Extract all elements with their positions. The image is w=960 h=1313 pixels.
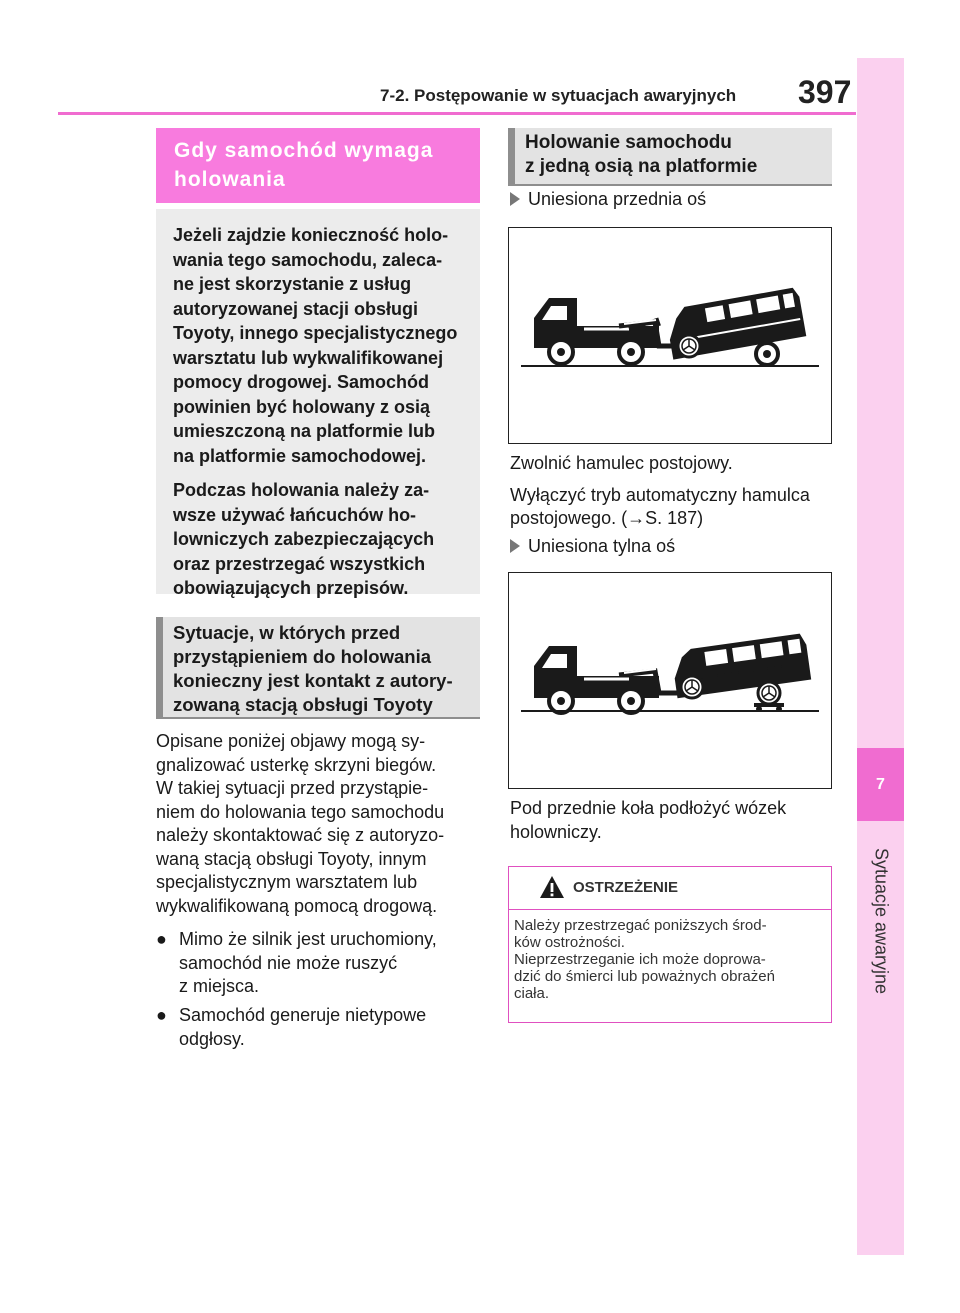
- text-line: oraz przestrzegać wszystkich: [173, 553, 426, 574]
- bullet-dot-icon: ●: [156, 1005, 167, 1025]
- text-line: Należy przestrzegać poniższych środ-: [514, 917, 767, 934]
- warning-header: [509, 867, 831, 910]
- text-line: W takiej sytuacji przed przystąpie-: [156, 778, 429, 798]
- text-line: wsze używać łańcuchów ho-: [173, 504, 417, 525]
- text-line: Opisane poniżej objawy mogą sy-: [156, 731, 426, 751]
- list-item-text: Mimo że silnik jest uruchomiony, samochód nie może ruszyć z miejsca.: [179, 929, 437, 996]
- intro-paragraph-1: [173, 223, 470, 468]
- chapter-number-tab[interactable]: 7: [857, 748, 904, 821]
- text-line: należy skontaktować się z autoryzo-: [156, 825, 445, 845]
- text-line: obowiązujących przepisów.: [173, 578, 409, 598]
- tow-truck-rear-illustration: [509, 573, 831, 788]
- page-number: 397: [798, 74, 852, 110]
- tow-truck-front-illustration: [509, 228, 831, 443]
- text-line: warsztatu lub wykwalifikowanej: [173, 347, 444, 368]
- figure-front-axle-raised: [508, 227, 832, 444]
- text-line: dzić do śmierci lub poważnych obrażeń: [514, 968, 775, 985]
- subsection-heading-line: przystąpieniem do holowania: [173, 646, 432, 667]
- text-line: Wyłączyć tryb automatyczny hamulca: [510, 484, 810, 505]
- item-rear-axle-raised: [510, 535, 675, 559]
- text-line: ków ostrożności.: [514, 934, 625, 951]
- item-label: Uniesiona przednia oś: [528, 189, 707, 209]
- text-line: Nieprzestrzeganie ich może doprowa-: [514, 951, 766, 968]
- item-label: Uniesiona tylna oś: [528, 536, 676, 556]
- chapter-title: Sytuacje awaryjne: [871, 847, 891, 995]
- text-line: gnalizować usterkę skrzyni biegów.: [156, 754, 437, 775]
- subsection-heading-line: Sytuacje, w których przed: [173, 622, 401, 643]
- warning-box: [508, 866, 832, 1023]
- text-line: Pod przednie koła podłożyć wózek: [510, 798, 787, 818]
- text-line: na platformie samochodowej.: [173, 445, 427, 466]
- section-heading-line: holowania: [174, 168, 286, 191]
- text-line: ciała.: [514, 985, 550, 1002]
- header-rule: [58, 112, 856, 115]
- text-line: pomocy drogowej. Samochód: [173, 372, 430, 392]
- text-line: specjalistycznym warsztatem lub: [156, 872, 418, 892]
- section-heading-one-axle: [508, 128, 832, 186]
- warning-triangle-icon: [539, 875, 565, 899]
- section-heading-line: Holowanie samochodu: [525, 132, 732, 153]
- text-line: waną stacją obsługi Toyoty, innym: [156, 848, 427, 869]
- text-line: Jeżeli zajdzie konieczność holo-: [173, 225, 449, 245]
- text-line: wania tego samochodu, zaleca-: [173, 249, 443, 270]
- list-item-text: Samochód generuje nietypowe odgłosy.: [179, 1005, 427, 1049]
- list-item: [156, 1004, 480, 1052]
- subsection-heading-line: konieczny jest kontakt z autory-: [173, 670, 453, 691]
- warning-title: OSTRZEŻENIE: [573, 879, 679, 896]
- text-line: autoryzowanej stacji obsługi: [173, 298, 419, 319]
- symptoms-paragraph: [156, 730, 480, 918]
- arrow-marker-icon: [510, 192, 520, 206]
- figure-rear-axle-raised: [508, 572, 832, 789]
- text-line: niem do holowania tego samochodu: [156, 801, 445, 822]
- text-line: Toyoty, innego specjalistycznego: [173, 323, 458, 343]
- section-heading-line: Gdy samochód wymaga: [174, 139, 434, 162]
- reference-arrow-icon: →: [627, 508, 646, 528]
- intro-box: [156, 209, 480, 598]
- text-line: wykwalifikowaną pomocą drogową.: [156, 895, 438, 916]
- instructions-front: [510, 452, 840, 531]
- bullet-dot-icon: ●: [156, 929, 167, 949]
- chapter-title-tab: [857, 821, 904, 1021]
- side-tab-upper: [857, 58, 904, 748]
- section-heading-towing: [156, 128, 480, 203]
- item-front-axle-raised: [510, 188, 706, 212]
- page-reference-link[interactable]: S. 187): [645, 508, 704, 528]
- text-line: umieszczoną na platformie lub: [173, 421, 436, 441]
- header-section-title: 7-2. Postępowanie w sytuacjach awaryjnych: [380, 86, 737, 105]
- text-line: powinien być holowany z osią: [173, 396, 431, 417]
- warning-text: [514, 917, 828, 1002]
- text-line: Zwolnić hamulec postojowy.: [510, 453, 733, 473]
- text-line: Podczas holowania należy za-: [173, 480, 430, 500]
- subsection-heading-contact: [156, 617, 480, 719]
- intro-paragraph-2: [173, 478, 470, 601]
- subsection-heading-line: zowaną stacją obsługi Toyoty: [173, 694, 433, 715]
- arrow-marker-icon: [510, 539, 520, 553]
- text-line: ne jest skorzystanie z usług: [173, 274, 412, 294]
- section-heading-line: z jedną osią na platformie: [525, 156, 758, 177]
- list-item: [156, 928, 480, 1000]
- text-line: holowniczy.: [510, 821, 602, 842]
- text-line: lowniczych zabezpieczających: [173, 529, 435, 549]
- text-line: postojowego. (→S. 187): [510, 508, 704, 528]
- instructions-rear: [510, 797, 840, 844]
